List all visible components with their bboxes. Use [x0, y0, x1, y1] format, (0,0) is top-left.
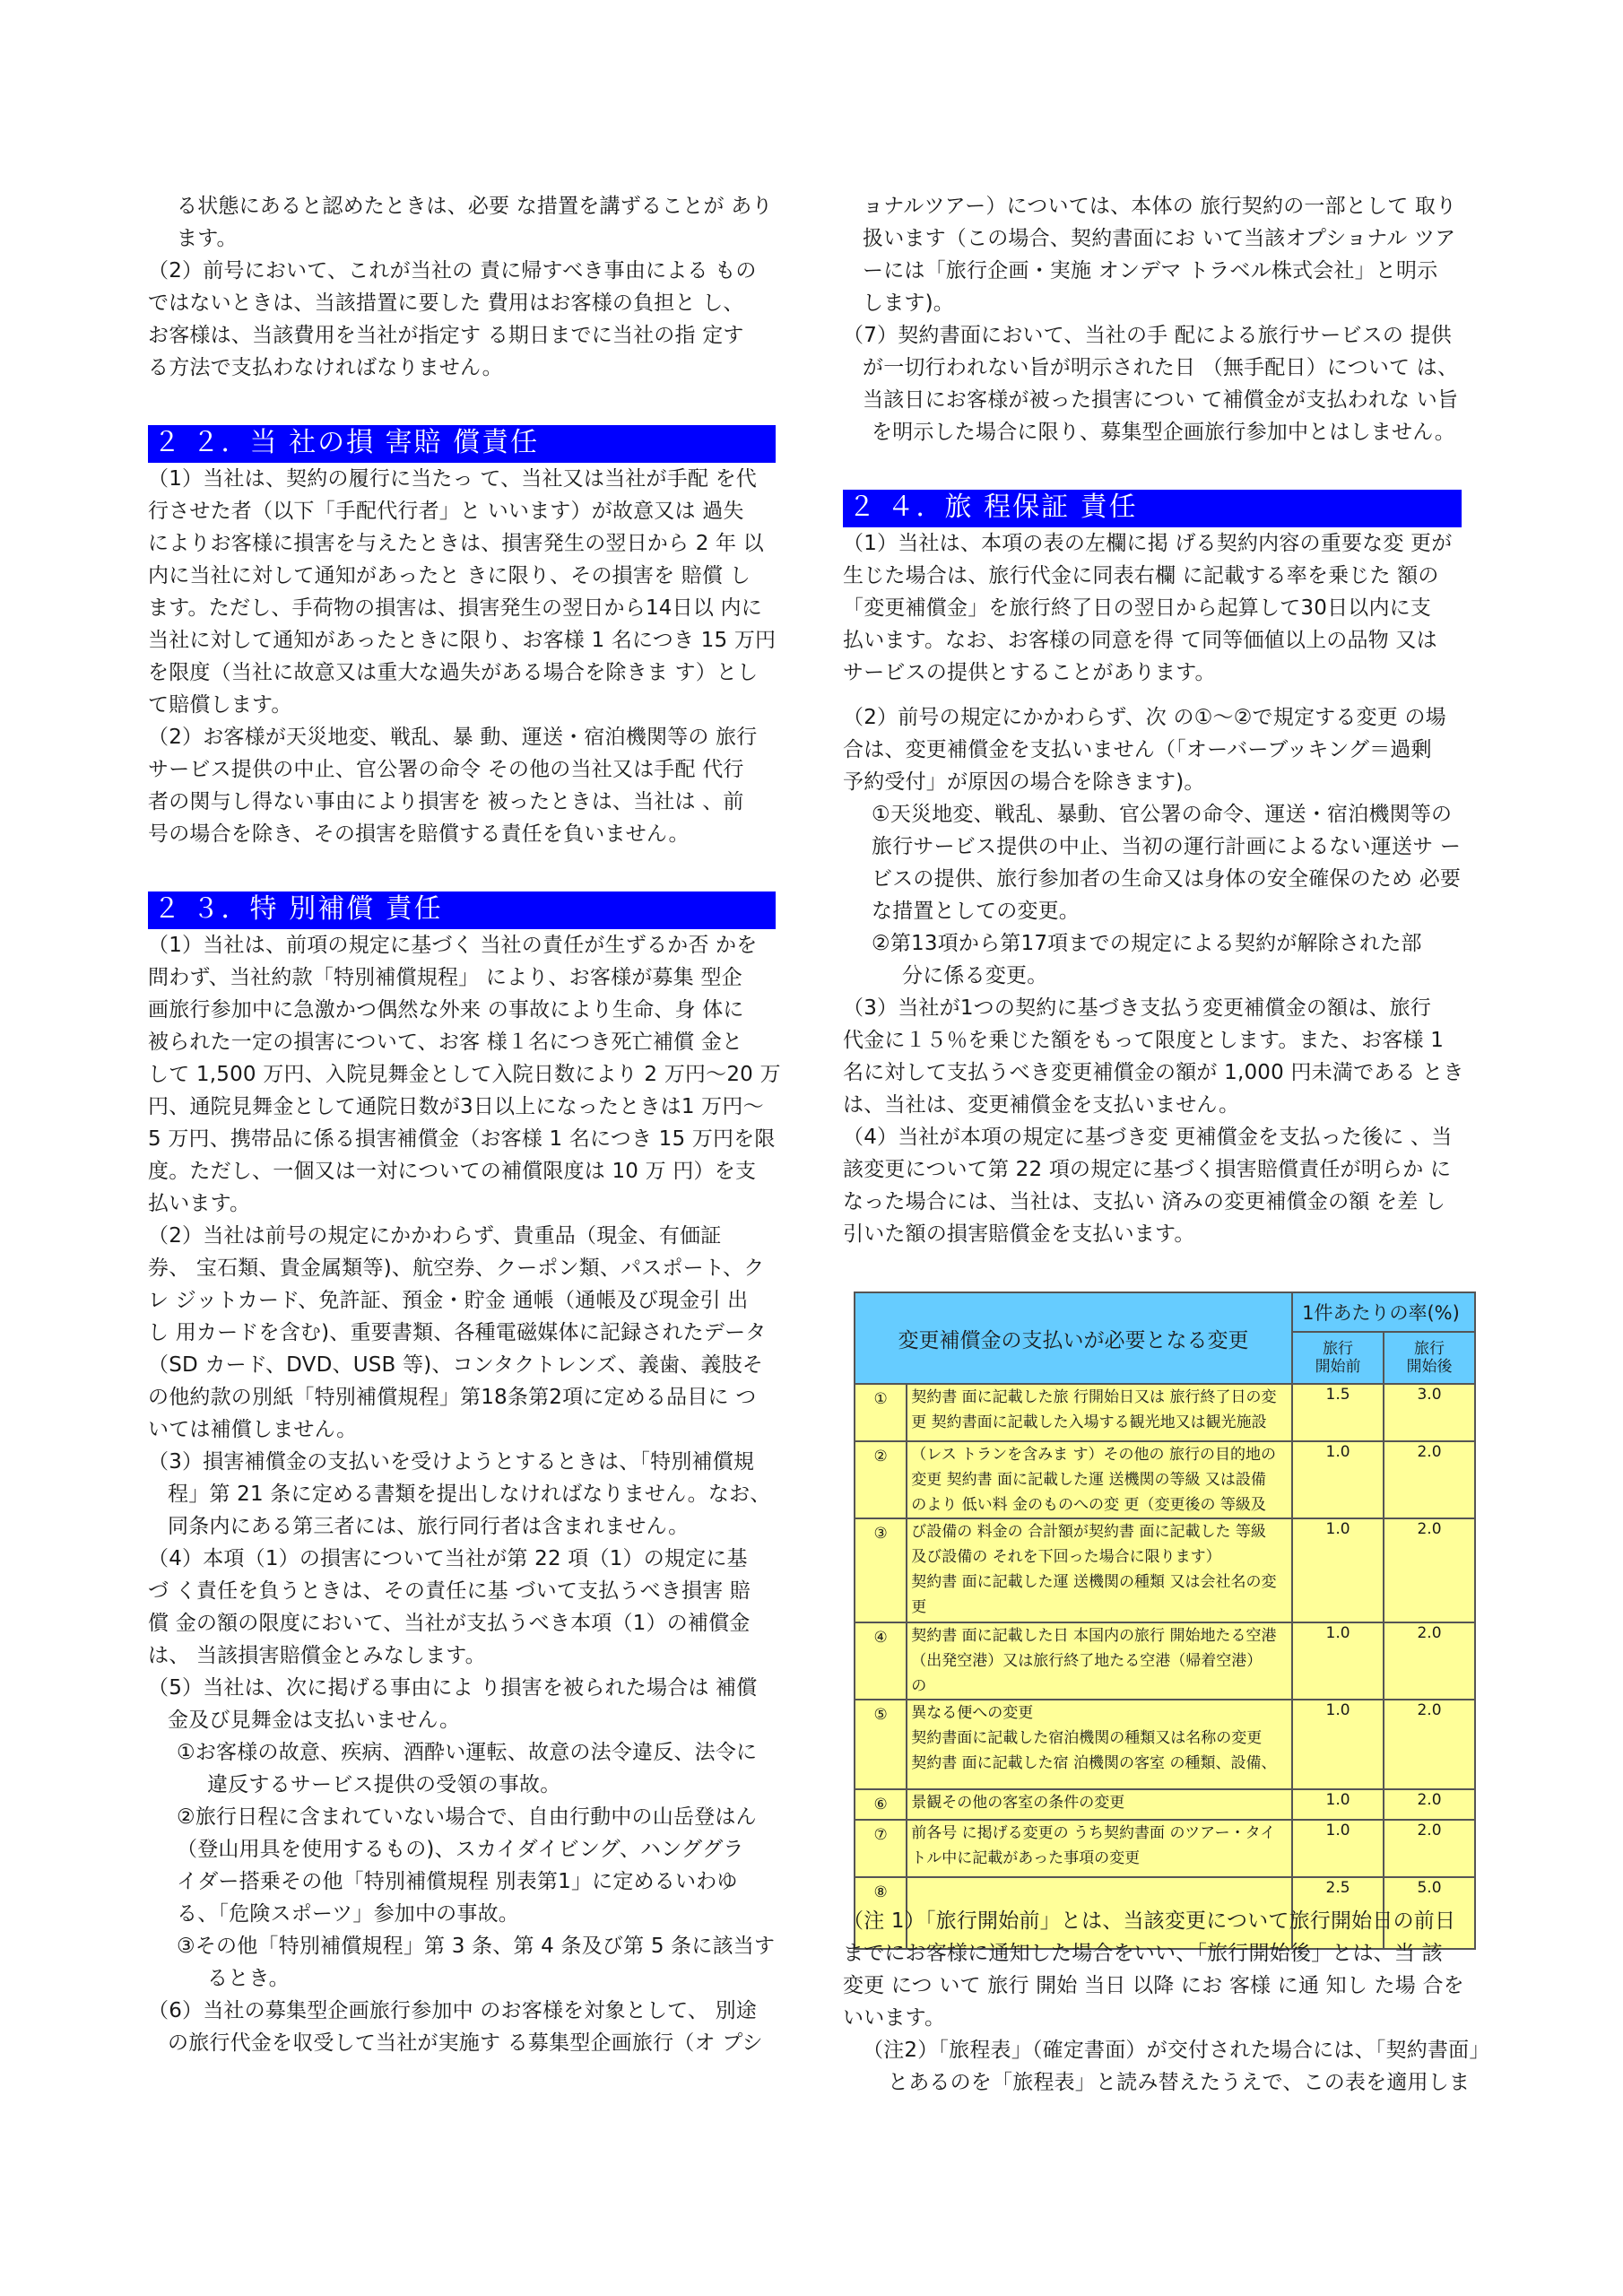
rate-before-start: 1.5 — [1292, 1384, 1384, 1441]
text-line: までにお客様に通知した場合をいい、「旅行開始後」とは、当 該 — [843, 1942, 1443, 1965]
text-line: いては補償しません。 — [148, 1418, 358, 1441]
text-line: （SD カード、DVD、USB 等)、コンタクトレンズ、義歯、義肢そ — [148, 1353, 764, 1377]
list-item — [148, 1930, 776, 1995]
list-item — [843, 798, 1480, 927]
text-line: レ ジットカード、免許証、預金・貯金 通帳（通帳及び現金引 出 — [148, 1289, 749, 1312]
text-line: して 1,500 万円、入院見舞金として入院日数により 2 万円〜20 万 — [148, 1063, 781, 1086]
text-line: 「変更補償金」を旅行終了日の翌日から起算して30日以内に支 — [843, 596, 1432, 620]
text-line: （3）当社が1つの契約に基づき支払う変更補償金の額は、旅行 — [843, 996, 1432, 1020]
table-row — [855, 1622, 1475, 1700]
description-line: トル中に記載があった事項の変更 — [911, 1849, 1141, 1867]
text-line: （5）当社は、次に掲げる事由によ り損害を被られた場合は 補償 — [148, 1676, 758, 1700]
text-line: 払います。なお、お客様の同意を得 て同等価値以上の品物 又は — [843, 629, 1437, 652]
compensation-rate-table — [854, 1292, 1476, 1950]
row-number: ③ — [855, 1518, 907, 1622]
rate-before-start: 1.0 — [1292, 1700, 1384, 1789]
text-line: 変更 につ いて 旅行 開始 当日 以降 にお 客様 に通 知し た場 合を — [843, 1974, 1464, 1997]
text-line: いいます。 — [843, 2006, 946, 2030]
section-22-paragraph-2 — [148, 721, 776, 850]
row-number: ④ — [855, 1622, 907, 1700]
text-line: る状態にあると認めたときは、必要 な措置を講ずることが あり — [177, 195, 773, 218]
row-description — [907, 1441, 1292, 1518]
text-line: 旅行サービス提供の中止、当初の運行計画によるない運送サ ー — [872, 835, 1462, 858]
text-line: （1）当社は、前項の規定に基づく 当社の責任が生ずるか否 かを — [148, 934, 758, 957]
text-line: は、当社は、変更補償金を支払いません。 — [843, 1093, 1240, 1117]
continued-paragraph — [843, 190, 1480, 319]
table-row — [855, 1700, 1475, 1789]
text-line: 引いた額の損害賠償金を支払います。 — [843, 1222, 1195, 1246]
table-header-change: 変更補償金の支払いが必要となる変更 — [855, 1292, 1292, 1384]
section-24-exception-list — [843, 798, 1480, 992]
text-line: ョナルツアー）については、本体の 旅行契約の一部として 取り — [863, 195, 1457, 218]
text-line: （4）本項（1）の損害について当社が第 22 項（1）の規定に基 — [148, 1547, 748, 1570]
description-line: 契約書 面に記載した宿 泊機関の客室 の種類、設備、 — [911, 1754, 1277, 1772]
table-row — [855, 1441, 1475, 1518]
description-line — [911, 1878, 1291, 1903]
text-line: 金及び見舞金は支払いません。 — [168, 1709, 461, 1732]
text-line: を限度（当社に故意又は重大な過失がある場合を除きま す）とし — [148, 661, 759, 684]
text-line: 程」第 21 条に定める書類を提出しなければなりません。なお、 — [168, 1483, 771, 1506]
section-22-paragraph-1 — [148, 463, 776, 721]
section-23-paragraph-4 — [148, 1543, 776, 1672]
text-line: 者の関与し得ない事由により損害を 被ったときは、当社は 、前 — [148, 790, 744, 813]
text-line: を明示した場合に限り、募集型企画旅行参加中とはしません。 — [872, 421, 1455, 444]
text-line: 代金に１５％を乗じた額をもって限度とします。また、お客様 1 — [843, 1029, 1445, 1052]
text-line: 当社に対して通知があったときに限り、お客様 1 名につき 15 万円 — [148, 629, 777, 652]
list-item — [148, 1801, 776, 1930]
row-description — [907, 1622, 1292, 1700]
note-2 — [843, 2034, 1490, 2099]
text-line: の他約款の別紙「特別補償規程」第18条第2項に定める品目に つ — [148, 1386, 757, 1409]
text-line: 度。ただし、一個又は一対についての補償限度は 10 万 円）を支 — [148, 1160, 757, 1183]
text-line: （注 1）「旅行開始前」とは、当該変更について旅行開始日の前日 — [843, 1909, 1456, 1933]
description-line: 前各号 に掲げる変更の うち契約書面 のツアー・タイ — [911, 1824, 1276, 1842]
list-item — [148, 1736, 776, 1801]
row-description — [907, 1789, 1292, 1820]
text-line: ーには「旅行企画・実施 オンデマ トラベル株式会社」と明示 — [863, 259, 1438, 283]
section-23-exclusion-list — [148, 1736, 776, 1995]
description-line: 異なる便への変更 — [911, 1704, 1034, 1722]
text-line: て賠償します。 — [148, 693, 292, 717]
description-line: （レス トランを含みま す）その他の 旅行の目的地の — [911, 1446, 1276, 1464]
description-line: 更 — [911, 1598, 927, 1616]
description-line: の — [911, 1677, 927, 1695]
rate-after-start: 2.0 — [1384, 1441, 1475, 1518]
text-line: の旅行代金を収受して当社が実施す る募集型企画旅行（オ プシ — [168, 2031, 763, 2055]
section-24-paragraph-1 — [843, 527, 1480, 689]
list-item — [843, 927, 1480, 992]
description-line: 契約書 面に記載した日 本国内の旅行 開始地たる空港 — [911, 1627, 1277, 1645]
description-line: 契約書 面に記載した運 送機関の種類 又は会社名の変 — [911, 1573, 1277, 1591]
description-line: び設備の 料金の 合計額が契約書 面に記載した 等級 — [911, 1523, 1266, 1541]
text-line: 内に当社に対して通知があったと きに限り、その損害を 賠償 し — [148, 564, 751, 587]
row-description — [907, 1518, 1292, 1622]
text-line: 券、 宝石類、貴金属類等)、航空券、クーポン類、パスポート、ク — [148, 1257, 765, 1280]
text-line: ②旅行日程に含まれていない場合で、自由行動中の山岳登はん — [177, 1805, 757, 1829]
text-line: 払います。 — [148, 1192, 251, 1215]
row-number: ② — [855, 1441, 907, 1518]
text-line: します)。 — [863, 291, 954, 315]
description-line: （出発空港）又は旅行終了地たる空港（帰着空港） — [911, 1652, 1263, 1670]
section-23-paragraph-5 — [148, 1672, 776, 1736]
left-column — [148, 190, 781, 2059]
text-line: が一切行われない旨が明示された日 （無手配日）について は、 — [863, 356, 1459, 379]
text-line: る、「危険スポーツ」参加中の事故。 — [177, 1902, 519, 1926]
text-line: 問わず、当社約款「特別補償規程」 により、お客様が募集 型企 — [148, 966, 742, 989]
text-line: （2）お客様が天災地変、戦乱、暴 動、運送・宿泊機関等の 旅行 — [148, 726, 758, 749]
description-line: 契約書面に記載した宿泊機関の種類又は名称の変更 — [911, 1729, 1263, 1747]
text-line: 扱います（この場合、契約書面にお いて当該オプショナル ツア — [863, 227, 1456, 250]
text-line: 名に対して支払うべき変更補償金の額が 1,000 円未満である とき — [843, 1061, 1464, 1084]
text-line: サービス提供の中止、官公署の命令 その他の当社又は手配 代行 — [148, 758, 744, 781]
text-line: し 用カードを含む)、重要書類、各種電磁媒体に記録されたデータ — [148, 1321, 767, 1344]
row-number: ⑤ — [855, 1700, 907, 1789]
text-line: は、 当該損害賠償金とみなします。 — [148, 1644, 486, 1667]
rate-before-start: 1.0 — [1292, 1789, 1384, 1820]
text-line: サービスの提供とすることがあります。 — [843, 661, 1216, 684]
text-line: （1）当社は、本項の表の左欄に掲 げる契約内容の重要な変 更が — [843, 532, 1453, 555]
rate-after-start: 2.0 — [1384, 1820, 1475, 1877]
table-row — [855, 1789, 1475, 1820]
text-line: ます。ただし、手荷物の損害は、損害発生の翌日から14日以 内に — [148, 596, 762, 620]
paragraph-7 — [843, 319, 1480, 448]
text-line: 合は、変更補償金を支払いません（「オーバーブッキング＝過剰 — [843, 738, 1432, 761]
section-24-paragraph-4 — [843, 1121, 1480, 1250]
table-row — [855, 1518, 1475, 1622]
right-column — [843, 190, 1480, 1250]
text-line: ①お客様の故意、疾病、酒酔い運転、故意の法令違反、法令に — [177, 1741, 758, 1764]
table-notes — [843, 1905, 1490, 2099]
row-number: ① — [855, 1384, 907, 1441]
rate-before-start: 2.5 — [1292, 1877, 1384, 1949]
row-number: ⑦ — [855, 1820, 907, 1877]
text-line: 生じた場合は、旅行代金に同表右欄 に記載する率を乗じた 額の — [843, 564, 1439, 587]
text-line: とあるのを「旅程表」と読み替えたうえで、この表を適用しま — [888, 2071, 1471, 2094]
text-line: （注2）「旅程表」（確定書面）が交付された場合には、「契約書面」 — [863, 2039, 1490, 2062]
row-number: ⑥ — [855, 1789, 907, 1820]
table-row — [855, 1384, 1475, 1441]
text-line: （2）前号において、これが当社の 責に帰すべき事由による もの — [148, 259, 757, 283]
section-23-paragraph-1 — [148, 929, 781, 1220]
text-line: 当該日にお客様が被った損害につい て補償金が支払われな い旨 — [863, 388, 1459, 412]
text-line: イダー搭乗その他「特別補償規程 別表第1」に定めるいわゆ — [177, 1870, 738, 1893]
text-line: お客様は、当該費用を当社が指定す る期日までに当社の指 定す — [148, 324, 744, 347]
text-line: 同条内にある第三者には、旅行同行者は含まれません。 — [168, 1515, 690, 1538]
section-23-paragraph-6 — [148, 1995, 776, 2059]
text-line: なった場合には、当社は、支払い 済みの変更補償金の額 を差 し — [843, 1190, 1446, 1213]
rate-before-start: 1.0 — [1292, 1622, 1384, 1700]
row-description — [907, 1700, 1292, 1789]
rate-after-start: 2.0 — [1384, 1518, 1475, 1622]
text-line: づ く責任を負うときは、その責任に基 づいて支払うべき損害 賠 — [148, 1579, 751, 1603]
text-line: 円、通院見舞金として通院日数が3日以上になったときは1 万円〜 — [148, 1095, 764, 1118]
section-24-heading: ２ ４．旅 程保証 責任 — [843, 490, 1462, 527]
text-line: 分に係る変更。 — [902, 964, 1048, 987]
section-23-heading: ２ ３．特 別補償 責任 — [148, 891, 776, 929]
text-line: 画旅行参加中に急激かつ偶然な外来 の事故により生命、身 体に — [148, 998, 744, 1022]
text-line: （2）当社は前号の規定にかかわらず、貴重品（現金、有価証 — [148, 1224, 722, 1248]
table-header-rate: 1件あたりの率(%) — [1292, 1292, 1475, 1332]
section-24-paragraph-3 — [843, 992, 1480, 1121]
rate-before-start: 1.0 — [1292, 1820, 1384, 1877]
row-number: ⑧ — [855, 1877, 907, 1949]
table-header-before: 旅行 開始前 — [1292, 1332, 1384, 1384]
section-24-paragraph-2 — [843, 701, 1480, 798]
rate-after-start: 2.0 — [1384, 1700, 1475, 1789]
description-line: のより 低い料 金のものへの変 更（変更後の 等級及 — [911, 1496, 1266, 1514]
text-line: によりお客様に損害を与えたときは、損害発生の翌日から 2 年 以 — [148, 532, 764, 555]
text-line: 該変更について第 22 項の規定に基づく損害賠償責任が明らか に — [843, 1158, 1452, 1181]
text-line: ビスの提供、旅行参加者の生命又は身体の安全確保のため 必要 — [872, 867, 1462, 891]
text-line: （2）前号の規定にかかわらず、次 の①〜②で規定する変更 の場 — [843, 706, 1446, 729]
text-line: （1）当社は、契約の履行に当たっ て、当社又は当社が手配 を代 — [148, 467, 757, 491]
text-line: ます。 — [177, 227, 238, 250]
section-22-heading: ２ ２．当 社の損 害賠 償責任 — [148, 425, 776, 463]
rate-after-start: 2.0 — [1384, 1622, 1475, 1700]
description-line: 更 契約書面に記載した入場する観光地又は観光施設 — [911, 1413, 1267, 1431]
intro-paragraph — [148, 190, 776, 384]
description-line: 変更 契約書 面に記載した運 送機関の等級 又は設備 — [911, 1471, 1266, 1489]
table-row — [855, 1820, 1475, 1877]
rate-after-start: 2.0 — [1384, 1789, 1475, 1820]
text-line: る方法で支払わなければなりません。 — [148, 356, 503, 379]
text-line: 違反するサービス提供の受領の事故。 — [207, 1773, 561, 1796]
row-description — [907, 1820, 1292, 1877]
text-line: （7）契約書面において、当社の手 配による旅行サービスの 提供 — [843, 324, 1452, 347]
text-line: 予約受付」が原因の場合を除きます)。 — [843, 770, 1205, 794]
table-header-after: 旅行 開始後 — [1384, 1332, 1475, 1384]
rate-before-start: 1.0 — [1292, 1518, 1384, 1622]
text-line: ではないときは、当該措置に要した 費用はお客様の負担と し、 — [148, 291, 744, 315]
rate-after-start: 3.0 — [1384, 1384, 1475, 1441]
row-description — [907, 1384, 1292, 1441]
section-23-paragraph-2 — [148, 1220, 776, 1446]
rate-before-start: 1.0 — [1292, 1441, 1384, 1518]
description-line: 契約書 面に記載した旅 行開始日又は 旅行終了日の変 — [911, 1388, 1277, 1406]
rate-after-start: 5.0 — [1384, 1877, 1475, 1949]
text-line: 被られた一定の損害について、お客 様１名につき死亡補償 金と — [148, 1031, 743, 1054]
text-line: 5 万円、携帯品に係る損害補償金（お客様 1 名につき 15 万円を限 — [148, 1127, 776, 1151]
text-line: 号の場合を除き、その損害を賠償する責任を負いません。 — [148, 822, 690, 846]
section-23-paragraph-3 — [148, 1446, 776, 1543]
text-line: ①天災地変、戦乱、暴動、官公署の命令、運送・宿泊機関等の — [872, 803, 1453, 826]
text-line: （6）当社の募集型企画旅行参加中 のお客様を対象として、 別途 — [148, 1999, 757, 2022]
text-line: ②第13項から第17項までの規定による契約が解除された部 — [872, 932, 1422, 955]
text-line: 償 金の額の限度において、当社が支払うべき本項（1）の補償金 — [148, 1612, 751, 1635]
description-line: 及び設備の それを下回った場合に限ります） — [911, 1548, 1221, 1566]
text-line: （3）損害補償金の支払いを受けようとするときは、「特別補償規 — [148, 1450, 755, 1474]
text-line: な措置としての変更。 — [872, 900, 1080, 923]
description-line: 景観その他の客室の条件の変更 — [911, 1794, 1125, 1812]
text-line: （登山用具を使用するもの)、スカイダイビング、ハンググラ — [177, 1838, 744, 1861]
text-line: ③その他「特別補償規程」第 3 条、第 4 条及び第 5 条に該当す — [177, 1935, 776, 1958]
text-line: （4）当社が本項の規定に基づき変 更補償金を支払った後に 、当 — [843, 1126, 1453, 1149]
text-line: 行させた者（以下「手配代行者」と いいます）が故意又は 過失 — [148, 500, 744, 523]
note-1 — [843, 1905, 1480, 2034]
text-line: るとき。 — [207, 1967, 290, 1990]
